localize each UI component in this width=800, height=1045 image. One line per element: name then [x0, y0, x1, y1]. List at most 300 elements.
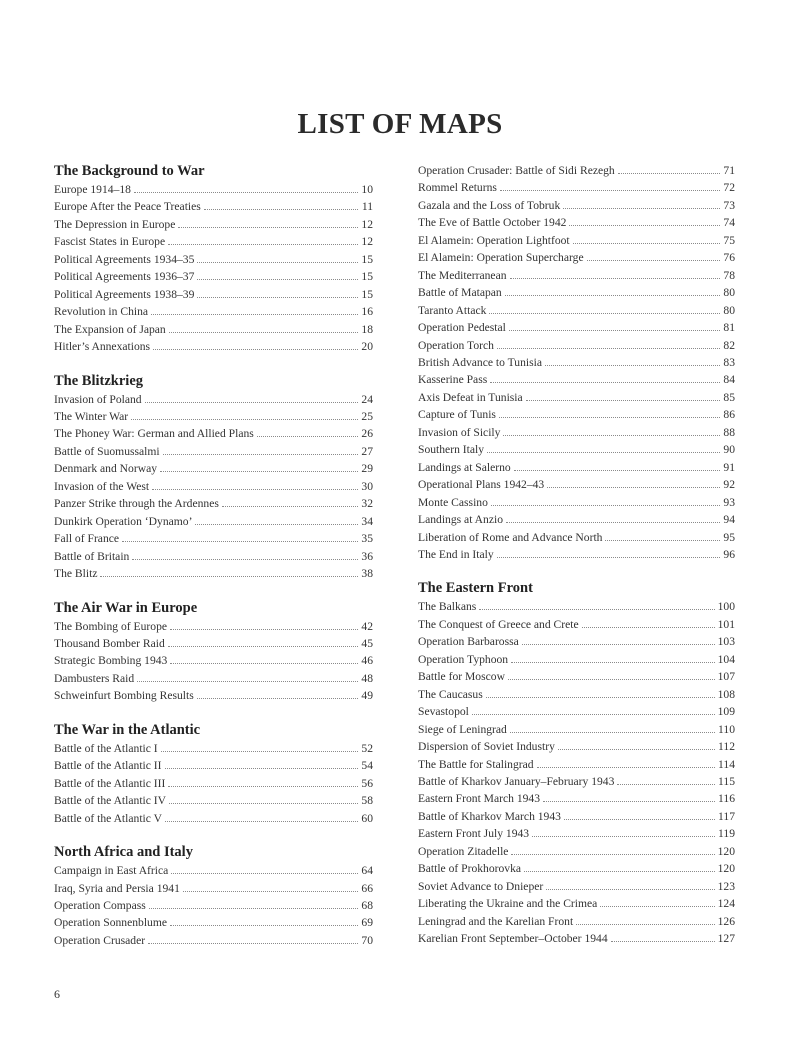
map-title: Denmark and Norway	[54, 462, 158, 476]
map-title: Fall of France	[54, 532, 120, 546]
dot-leader	[148, 934, 358, 944]
dot-leader	[168, 777, 358, 787]
page-reference: 68	[361, 898, 373, 912]
toc-entry[interactable]	[54, 251, 373, 268]
map-title: The Mediterranean	[418, 268, 507, 282]
dot-leader	[546, 880, 714, 890]
map-title: Europe 1914–18	[54, 183, 131, 196]
dot-leader	[169, 323, 358, 333]
page-reference: 112	[718, 740, 735, 754]
page-reference: 10	[361, 183, 373, 196]
toc-entry[interactable]	[54, 652, 373, 669]
toc-entry[interactable]	[418, 529, 735, 546]
page-reference: 11	[361, 200, 373, 214]
page-reference: 45	[361, 636, 373, 650]
map-title: Battle of Britain	[54, 549, 130, 563]
page-reference: 66	[361, 881, 373, 895]
page-reference: 29	[361, 462, 373, 476]
page-reference: 36	[361, 549, 373, 563]
page-reference: 124	[717, 897, 735, 911]
map-title: The Eve of Battle October 1942	[418, 216, 567, 230]
toc-right-column	[418, 162, 735, 947]
map-title: Southern Italy	[418, 443, 485, 457]
toc-entry[interactable]	[54, 198, 373, 215]
toc-entry[interactable]	[418, 913, 735, 930]
map-title: Battle of Suomussalmi	[54, 444, 160, 458]
page-reference: 15	[361, 270, 373, 284]
map-title: Political Agreements 1934–35	[54, 252, 195, 266]
toc-entry[interactable]	[54, 792, 373, 809]
dot-leader	[499, 408, 720, 418]
map-title: The Caucasus	[418, 687, 483, 701]
dot-leader	[170, 916, 358, 926]
dot-leader	[168, 235, 358, 245]
page-reference: 18	[361, 322, 373, 336]
toc-entry[interactable]	[418, 825, 735, 842]
page-reference: 15	[361, 252, 373, 266]
toc-entry[interactable]	[54, 880, 373, 897]
page-reference: 117	[718, 809, 735, 823]
map-title: The Depression in Europe	[54, 217, 176, 231]
page-reference: 93	[723, 495, 735, 509]
page-reference: 49	[361, 689, 373, 703]
dot-leader	[605, 531, 720, 541]
toc-entry[interactable]	[418, 197, 735, 214]
map-title: Operation Torch	[418, 338, 494, 352]
toc-entry[interactable]	[54, 408, 373, 425]
map-title: Kasserine Pass	[418, 373, 488, 387]
page-reference: 25	[361, 409, 373, 423]
toc-section-the-blitzkrieg	[54, 372, 373, 583]
toc-entry[interactable]	[54, 740, 373, 757]
map-title: Political Agreements 1938–39	[54, 287, 195, 301]
map-title: Capture of Tunis	[418, 408, 496, 422]
map-title: Invasion of the West	[54, 479, 150, 493]
map-title: Axis Defeat in Tunisia	[418, 390, 523, 404]
page-reference: 26	[361, 427, 373, 441]
map-title: Operation Pedestal	[418, 321, 506, 335]
map-title: Battle for Moscow	[418, 670, 505, 684]
dot-leader	[508, 670, 715, 680]
map-title: Battle of Prokhorovka	[418, 862, 522, 876]
dot-leader	[563, 199, 720, 209]
toc-entry[interactable]	[418, 598, 735, 615]
page-reference: 103	[717, 635, 735, 649]
section-heading: The War in the Atlantic	[54, 721, 201, 738]
dot-leader	[149, 899, 358, 909]
map-title: Battle of Matapan	[418, 286, 502, 300]
dot-leader	[558, 740, 715, 750]
dot-leader	[472, 705, 715, 715]
map-title: The Conquest of Greece and Crete	[418, 617, 579, 631]
map-title: Dispersion of Soviet Industry	[418, 740, 555, 754]
dot-leader	[600, 897, 714, 907]
dot-leader	[197, 270, 358, 280]
page-reference: 83	[723, 355, 735, 369]
map-title: Operation Sonnenblume	[54, 916, 168, 930]
section-heading: The Air War in Europe	[54, 599, 198, 616]
map-title: Eastern Front July 1943	[418, 827, 530, 841]
map-title: Soviet Advance to Dnieper	[418, 879, 544, 893]
toc-entry[interactable]	[54, 303, 373, 320]
toc-entry[interactable]	[418, 790, 735, 807]
dot-leader	[537, 758, 715, 768]
page-reference: 12	[361, 217, 373, 231]
dot-leader	[497, 548, 720, 558]
toc-entry[interactable]	[54, 897, 373, 914]
dot-leader	[511, 653, 715, 663]
page-reference: 46	[361, 654, 373, 668]
page-reference: 80	[723, 303, 735, 317]
toc-entry[interactable]	[54, 216, 373, 233]
toc-entry[interactable]	[418, 773, 735, 790]
section-heading: The Eastern Front	[418, 580, 533, 597]
toc-left-column	[54, 162, 373, 949]
toc-entry[interactable]	[54, 460, 373, 477]
page-reference: 34	[361, 514, 373, 528]
map-title: Liberating the Ukraine and the Crimea	[418, 897, 598, 911]
toc-entry[interactable]	[418, 633, 735, 650]
page-reference: 24	[361, 392, 373, 406]
toc-entry[interactable]	[54, 233, 373, 250]
page-reference: 72	[723, 181, 735, 195]
map-title: Battle of the Atlantic I	[54, 741, 158, 755]
dot-leader	[491, 496, 720, 506]
page-reference: 71	[723, 164, 735, 177]
page-reference: 27	[361, 444, 373, 458]
map-title: Battle of Kharkov January–February 1943	[418, 774, 615, 788]
toc-entry[interactable]	[418, 371, 735, 388]
page-reference: 119	[718, 827, 735, 841]
dot-leader	[151, 305, 358, 315]
map-title: Campaign in East Africa	[54, 864, 169, 878]
toc-entry[interactable]	[418, 651, 735, 668]
map-title: Operation Crusader	[54, 933, 146, 947]
toc-entry[interactable]	[418, 686, 735, 703]
map-title: Iraq, Syria and Persia 1941	[54, 881, 180, 895]
page-reference: 69	[361, 916, 373, 930]
toc-entry[interactable]	[418, 721, 735, 738]
map-title: Landings at Anzio	[418, 513, 504, 527]
dot-leader	[100, 567, 358, 577]
map-title: Operation Barbarossa	[418, 635, 519, 649]
dot-leader	[506, 513, 720, 523]
toc-entry[interactable]	[54, 443, 373, 460]
map-title: Siege of Leningrad	[418, 722, 507, 736]
toc-entry[interactable]	[418, 668, 735, 685]
page-reference: 52	[361, 741, 373, 755]
toc-section-continued	[418, 162, 735, 563]
page-reference: 86	[723, 408, 735, 422]
page-reference: 30	[361, 479, 373, 493]
dot-leader	[195, 515, 358, 525]
toc-entry[interactable]	[418, 337, 735, 354]
dot-leader	[168, 637, 358, 647]
dot-leader	[486, 688, 715, 698]
dot-leader	[160, 462, 358, 472]
toc-entry[interactable]	[54, 391, 373, 408]
dot-leader	[122, 532, 358, 542]
map-title: British Advance to Tunisia	[418, 355, 542, 369]
map-title: El Alamein: Operation Supercharge	[418, 251, 584, 265]
dot-leader	[178, 218, 358, 228]
map-title: Thousand Bomber Raid	[54, 636, 165, 650]
page-reference: 74	[723, 216, 735, 230]
toc-entry[interactable]	[418, 808, 735, 825]
dot-leader	[131, 410, 358, 420]
toc-section-the-background-to-war	[54, 162, 373, 356]
map-title: Leningrad and the Karelian Front	[418, 914, 574, 928]
page-reference: 88	[723, 425, 735, 439]
map-title: Dambusters Raid	[54, 671, 135, 685]
map-title: Operation Zitadelle	[418, 844, 509, 858]
page-reference: 16	[361, 305, 373, 319]
toc-entry[interactable]	[418, 389, 735, 406]
toc-entry[interactable]	[54, 548, 373, 565]
page-reference: 73	[723, 198, 735, 212]
dot-leader	[165, 759, 358, 769]
toc-entry[interactable]	[418, 354, 735, 371]
toc-entry[interactable]	[418, 878, 735, 895]
toc-entry[interactable]	[54, 862, 373, 879]
map-title: Schweinfurt Bombing Results	[54, 689, 194, 703]
dot-leader	[545, 356, 720, 366]
map-title: Eastern Front March 1943	[418, 792, 541, 806]
dot-leader	[183, 882, 358, 892]
map-title: El Alamein: Operation Lightfoot	[418, 233, 570, 247]
page-reference: 85	[723, 390, 735, 404]
dot-leader	[171, 864, 358, 874]
toc-entry[interactable]	[418, 179, 735, 196]
dot-leader	[505, 286, 720, 296]
dot-leader	[153, 340, 358, 350]
toc-section-the-air-war-in-europe	[54, 599, 373, 705]
dot-leader	[487, 443, 720, 453]
page-reference: 20	[361, 340, 373, 354]
toc-entry[interactable]	[54, 478, 373, 495]
toc-entry[interactable]	[54, 181, 373, 198]
page-reference: 115	[718, 774, 735, 788]
page-reference: 80	[723, 286, 735, 300]
page-reference: 78	[723, 268, 735, 282]
dot-leader	[137, 672, 358, 682]
dot-leader	[489, 304, 720, 314]
page-reference: 96	[723, 547, 735, 561]
dot-leader	[163, 445, 358, 455]
toc-entry[interactable]	[418, 860, 735, 877]
page-title: LIST OF MAPS	[297, 108, 503, 141]
map-title: The Phoney War: German and Allied Plans	[54, 427, 254, 441]
dot-leader	[587, 251, 720, 261]
map-title: The End in Italy	[418, 547, 494, 561]
dot-leader	[547, 478, 720, 488]
page-reference: 127	[717, 932, 735, 946]
page-reference: 82	[723, 338, 735, 352]
map-title: Sevastopol	[418, 705, 469, 719]
map-title: Battle of the Atlantic II	[54, 759, 162, 773]
page-reference: 84	[723, 373, 735, 387]
toc-entry[interactable]	[54, 321, 373, 338]
toc-entry[interactable]	[418, 476, 735, 493]
toc-entry[interactable]	[418, 616, 735, 633]
map-title: Panzer Strike through the Ardennes	[54, 497, 219, 511]
toc-entry[interactable]	[54, 670, 373, 687]
toc-entry[interactable]	[418, 424, 735, 441]
map-title: The Battle for Stalingrad	[418, 757, 534, 771]
map-title: Karelian Front September–October 1944	[418, 932, 608, 946]
toc-entry[interactable]	[418, 232, 735, 249]
map-title: Gazala and the Loss of Tobruk	[418, 198, 561, 212]
page-reference: 58	[361, 794, 373, 808]
toc-entry[interactable]	[418, 249, 735, 266]
toc-entry[interactable]	[54, 268, 373, 285]
dot-leader	[170, 654, 358, 664]
page-reference: 114	[718, 757, 735, 771]
toc-entry[interactable]	[418, 302, 735, 319]
toc-entry[interactable]	[54, 932, 373, 949]
toc-entry[interactable]	[54, 530, 373, 547]
page-reference: 48	[361, 671, 373, 685]
toc-section-the-eastern-front	[418, 579, 735, 947]
toc-entry[interactable]	[418, 406, 735, 423]
toc-entry[interactable]	[418, 756, 735, 773]
dot-leader	[257, 427, 358, 437]
page-reference: 108	[717, 687, 735, 701]
map-title: Battle of Kharkov March 1943	[418, 809, 561, 823]
dot-leader	[197, 689, 358, 699]
toc-section-the-war-in-the-atlantic	[54, 721, 373, 827]
toc-entry[interactable]	[418, 511, 735, 528]
toc-entry[interactable]	[418, 703, 735, 720]
dot-leader	[197, 253, 358, 263]
page-reference: 126	[717, 914, 735, 928]
page-reference: 75	[723, 233, 735, 247]
toc-entry[interactable]	[54, 810, 373, 827]
dot-leader	[145, 393, 358, 403]
map-title: Rommel Returns	[418, 181, 497, 195]
toc-entry[interactable]	[54, 757, 373, 774]
dot-leader	[134, 183, 358, 193]
toc-entry[interactable]	[418, 843, 735, 860]
toc-entry[interactable]	[54, 338, 373, 355]
dot-leader	[132, 550, 358, 560]
map-title: The Bombing of Europe	[54, 619, 168, 633]
toc-entry[interactable]	[418, 494, 735, 511]
map-title: Political Agreements 1936–37	[54, 270, 195, 284]
map-title: Operation Typhoon	[418, 652, 509, 666]
toc-entry[interactable]	[418, 459, 735, 476]
toc-entry[interactable]	[418, 441, 735, 458]
dot-leader	[524, 862, 715, 872]
dot-leader	[511, 845, 714, 855]
toc-entry[interactable]	[418, 214, 735, 231]
toc-entry[interactable]	[418, 895, 735, 912]
toc-entry[interactable]	[54, 495, 373, 512]
dot-leader	[222, 497, 358, 507]
toc-entry[interactable]	[54, 618, 373, 635]
page-reference: 35	[361, 532, 373, 546]
toc-entry[interactable]	[418, 738, 735, 755]
map-title: Fascist States in Europe	[54, 235, 166, 249]
map-title: Revolution in China	[54, 305, 149, 319]
toc-entry[interactable]	[418, 284, 735, 301]
map-title: Landings at Salerno	[418, 460, 511, 474]
toc-entry[interactable]	[54, 286, 373, 303]
map-title: Strategic Bombing 1943	[54, 654, 168, 668]
page-reference: 32	[361, 497, 373, 511]
toc-entry[interactable]	[418, 319, 735, 336]
section-heading: The Blitzkrieg	[54, 372, 144, 389]
dot-leader	[479, 600, 714, 610]
map-title: Battle of the Atlantic IV	[54, 794, 167, 808]
page-reference: 91	[723, 460, 735, 474]
page-reference: 56	[361, 776, 373, 790]
dot-leader	[564, 810, 715, 820]
toc-entry[interactable]	[418, 930, 735, 947]
toc-entry[interactable]	[418, 546, 735, 563]
toc-section-north-africa-and-italy	[54, 843, 373, 949]
dot-leader	[497, 339, 720, 349]
dot-leader	[490, 373, 720, 383]
page-reference: 76	[723, 251, 735, 265]
dot-leader	[617, 775, 715, 785]
page-reference: 120	[717, 862, 735, 876]
map-title: Operation Compass	[54, 898, 146, 912]
dot-leader	[161, 742, 358, 752]
dot-leader	[522, 635, 715, 645]
page-reference: 109	[717, 705, 735, 719]
page-reference: 38	[361, 567, 373, 581]
dot-leader	[204, 200, 358, 210]
dot-leader	[526, 391, 720, 401]
map-title: Operation Crusader: Battle of Sidi Rezegh	[418, 164, 615, 177]
map-title: Taranto Attack	[418, 303, 487, 317]
page-reference: 42	[361, 619, 373, 633]
toc-entry[interactable]	[54, 425, 373, 442]
toc-entry[interactable]	[54, 565, 373, 582]
dot-leader	[503, 426, 720, 436]
dot-leader	[532, 827, 715, 837]
toc-entry[interactable]	[54, 775, 373, 792]
toc-entry[interactable]	[418, 162, 735, 179]
dot-leader	[569, 216, 720, 226]
dot-leader	[165, 812, 358, 822]
section-heading: The Background to War	[54, 163, 205, 179]
page-reference: 90	[723, 443, 735, 457]
page-reference: 120	[717, 844, 735, 858]
page-reference: 94	[723, 513, 735, 527]
toc-entry[interactable]	[54, 635, 373, 652]
map-title: Invasion of Poland	[54, 392, 142, 406]
toc-entry[interactable]	[54, 513, 373, 530]
page-reference: 60	[361, 811, 373, 825]
dot-leader	[582, 618, 715, 628]
section-heading: North Africa and Italy	[54, 844, 193, 861]
page-reference: 81	[723, 321, 735, 335]
dot-leader	[152, 480, 358, 490]
toc-entry[interactable]	[418, 267, 735, 284]
map-title: The Balkans	[418, 600, 477, 614]
dot-leader	[510, 269, 720, 279]
page-reference: 92	[723, 478, 735, 492]
dot-leader	[618, 164, 720, 174]
toc-entry[interactable]	[54, 914, 373, 931]
page-reference: 101	[717, 617, 735, 631]
dot-leader	[543, 792, 715, 802]
page-reference: 123	[717, 879, 735, 893]
toc-entry[interactable]	[54, 687, 373, 704]
page-reference: 110	[718, 722, 735, 736]
